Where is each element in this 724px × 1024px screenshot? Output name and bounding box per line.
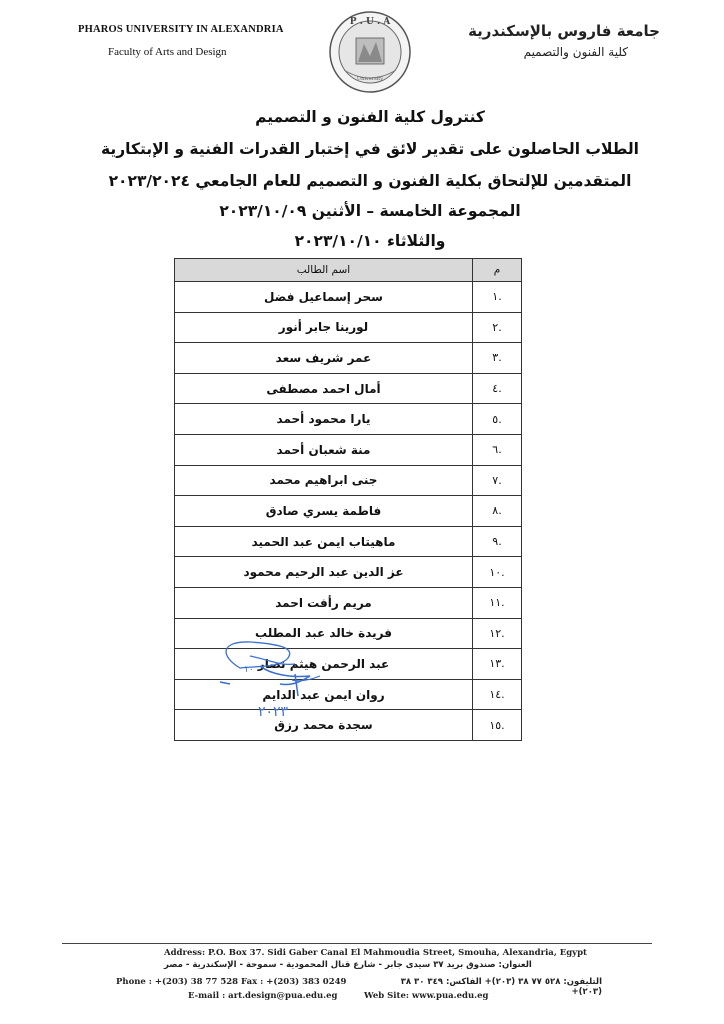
svg-text:P . U . A: P . U . A	[349, 17, 391, 27]
row-number: .٢	[473, 312, 522, 343]
faculty-name-en: Faculty of Arts and Design	[108, 46, 227, 58]
table-row	[175, 312, 522, 343]
footer-phone-en: Phone : +(203) 38 77 528 Fax : +(203) 383 0249	[116, 977, 347, 987]
heading-tuesday: والثلاثاء ٢٠٢٣/١٠/١٠	[294, 232, 446, 250]
student-name: مريم رأفت احمد	[175, 587, 473, 618]
row-number: .١٠	[473, 557, 522, 588]
row-number: .١٤	[473, 679, 522, 710]
row-number: .١٥	[473, 710, 522, 741]
table-row	[175, 404, 522, 435]
row-number: .١١	[473, 587, 522, 618]
footer-divider	[62, 943, 652, 944]
row-number: .٧	[473, 465, 522, 496]
footer-address-ar: العنوان: صندوق بريد ٣٧ سيدى جابر - شارع قنال المحمودية - سموحة - الإسكندرية - مصر	[164, 960, 532, 970]
university-name-ar: جامعة فاروس بالإسكندرية	[468, 22, 660, 40]
heading-control: كنترول كلية الفنون و التصميم	[255, 108, 485, 126]
table-row	[175, 434, 522, 465]
row-number: .٥	[473, 404, 522, 435]
table-row	[175, 465, 522, 496]
row-number: .١	[473, 282, 522, 313]
handwritten-signature	[200, 636, 350, 726]
footer-email[interactable]: E-mail : art.design@pua.edu.eg	[188, 991, 338, 1001]
faculty-name-ar: كلية الفنون والتصميم	[523, 45, 628, 59]
table-row	[175, 496, 522, 527]
table-row	[175, 373, 522, 404]
student-name: جنى ابراهيم محمد	[175, 465, 473, 496]
footer-address-en: Address: P.O. Box 37. Sidi Gaber Canal El Mahmoudia Street, Smouha, Alexandria, Egypt	[164, 948, 587, 958]
header-student-name: اسم الطالب	[175, 259, 473, 282]
student-name: فاطمة يسري صادق	[175, 496, 473, 527]
table-row	[175, 282, 522, 313]
footer-phone-ar: التليفون: ٥٢٨ ٧٧ ٣٨ (٢٠٣)+ الفاكس: ٣٤٩ ٣٠ ٣٨ (٢٠٣)+	[400, 977, 602, 997]
row-number: .١٢	[473, 618, 522, 649]
svg-text:١٠: ١٠	[244, 665, 254, 675]
heading-applicants: المتقدمين للإلتحاق بكلية الفنون و التصميم للعام الجامعي ٢٠٢٣/٢٠٢٤	[108, 172, 632, 190]
student-name: يارا محمود أحمد	[175, 404, 473, 435]
student-name: روان ايمن عبد الدايم	[175, 679, 473, 710]
student-name: عبد الرحمن هيثم نصار	[175, 649, 473, 680]
student-name: سجدة محمد رزق	[175, 710, 473, 741]
heading-students: الطلاب الحاصلون على تقدير لائق في إختبار القدرات الفنية و الإبتكارية	[101, 140, 639, 158]
university-name-en: PHAROS UNIVERSITY IN ALEXANDRIA	[78, 24, 284, 35]
student-name: سحر إسماعيل فضل	[175, 282, 473, 313]
student-name: منة شعبان أحمد	[175, 434, 473, 465]
university-seal-logo	[328, 10, 412, 94]
row-number: .١٣	[473, 649, 522, 680]
student-name: لورينا جابر أنور	[175, 312, 473, 343]
student-name: أمال احمد مصطفى	[175, 373, 473, 404]
row-number: .٩	[473, 526, 522, 557]
table-row	[175, 343, 522, 374]
student-name: فريدة خالد عبد المطلب	[175, 618, 473, 649]
table-row	[175, 587, 522, 618]
table-header-row	[175, 259, 522, 282]
svg-text:٢٠٢٣: ٢٠٢٣	[258, 704, 289, 720]
row-number: .٦	[473, 434, 522, 465]
header-number: م	[473, 259, 522, 282]
row-number: .٣	[473, 343, 522, 374]
svg-text:University: University	[356, 76, 384, 82]
table-row	[175, 526, 522, 557]
footer-website[interactable]: Web Site: www.pua.edu.eg	[364, 991, 489, 1001]
student-name: عمر شريف سعد	[175, 343, 473, 374]
heading-group: المجموعة الخامسة – الأثنين ٢٠٢٣/١٠/٠٩	[219, 202, 521, 220]
table-row	[175, 557, 522, 588]
student-name: ماهيتاب ايمن عبد الحميد	[175, 526, 473, 557]
student-name: عز الدين عبد الرحيم محمود	[175, 557, 473, 588]
row-number: .٨	[473, 496, 522, 527]
row-number: .٤	[473, 373, 522, 404]
